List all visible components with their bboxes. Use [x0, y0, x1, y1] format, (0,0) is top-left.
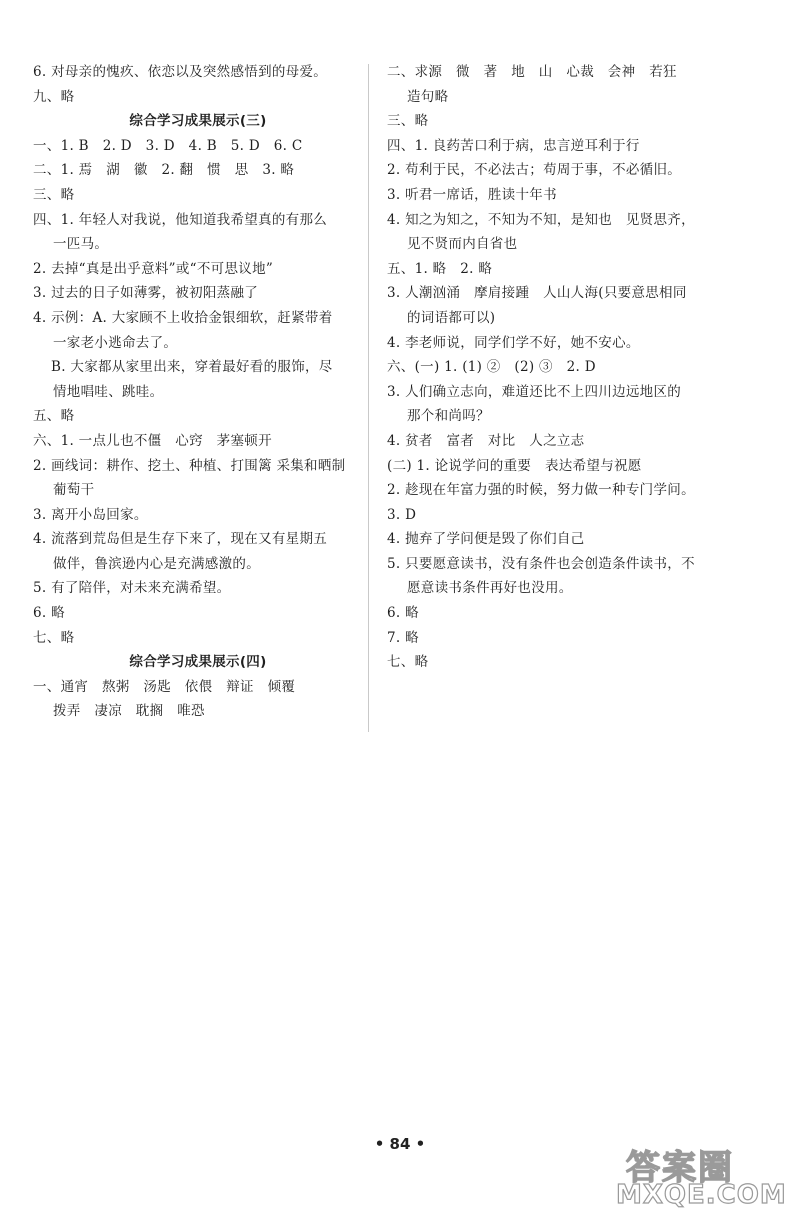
answer-line: 2. 画线词：耕作、挖土、种植、打围篱 采集和晒制	[33, 457, 346, 474]
answer-line: 4. 李老师说，同学们学不好，她不安心。	[387, 334, 640, 351]
answer-line: 4. 抛弃了学问便是毁了你们自己	[387, 531, 585, 548]
answer-line: 葡萄干	[53, 482, 95, 499]
answer-line: 4. 示例：A. 大家顾不上收拾金银细软，赶紧带着	[33, 309, 333, 326]
answer-line: 4. 流落到荒岛但是生存下来了，现在又有星期五	[33, 531, 328, 548]
answer-line: 七、略	[387, 654, 429, 671]
answer-line: 一、通宵 熬粥 汤匙 依偎 辩证 倾覆	[33, 678, 296, 695]
answer-line: 6. 对母亲的愧疚、依恋以及突然感悟到的母爱。	[33, 64, 328, 80]
answer-line: 愿意读书条件再好也没用。	[407, 580, 573, 597]
answer-line: 二、1. 焉 湖 徽 2. 翻 惯 思 3. 略	[33, 162, 295, 179]
answer-line: (二) 1. 论说学问的重要 表达希望与祝愿	[387, 457, 642, 474]
left-column	[33, 60, 363, 724]
answer-line: 拨弄 凄凉 耽搁 唯恐	[53, 703, 205, 720]
answer-line: 3. 人们确立志向，难道还比不上四川边远地区的	[387, 383, 682, 400]
answer-line: 5. 只要愿意读书，没有条件也会创造条件读书，不	[387, 555, 695, 572]
answer-line: 六、(一) 1. (1) ② (2) ③ 2. D	[387, 359, 596, 376]
answer-line: 见不贤而内自省也	[407, 236, 518, 253]
answer-line: 3. D	[387, 506, 417, 523]
answer-line: 6. 略	[387, 605, 419, 622]
answer-line: 3. 过去的日子如薄雾，被初阳蒸融了	[33, 285, 259, 302]
watermark-bottom-text: MXQE.COM	[616, 1180, 787, 1210]
answer-line: 五、1. 略 2. 略	[387, 260, 493, 277]
answer-line: 3. 人潮汹涌 摩肩接踵 人山人海(只要意思相同	[387, 285, 687, 302]
page-number: • 84 •	[374, 1135, 426, 1153]
answer-line: 3. 离开小岛回家。	[33, 506, 148, 523]
answer-line: 九、略	[33, 88, 75, 105]
column-divider	[368, 64, 369, 732]
answer-line: 4. 知之为知之，不知为不知，是知也 见贤思齐，	[387, 211, 695, 228]
answer-line: 6. 略	[33, 605, 65, 622]
answer-line: 情地唱哇、跳哇。	[53, 383, 164, 400]
watermark-top-text: 答案圈	[626, 1148, 734, 1188]
answer-line: 一家老小逃命去了。	[53, 334, 178, 351]
section-heading: 综合学习成果展示(三)	[129, 113, 267, 130]
answer-line: 二、求源 微 著 地 山 心裁 会神 若狂	[387, 64, 677, 80]
answer-line: 六、1. 一点儿也不僵 心窍 茅塞顿开	[33, 432, 272, 449]
answer-line: 一、1. B 2. D 3. D 4. B 5. D 6. C	[33, 137, 303, 154]
answer-line: 七、略	[33, 629, 75, 646]
answer-line: 造句略	[407, 88, 449, 105]
answer-line: 2. 苟利于民，不必法古；苟周于事，不必循旧。	[387, 162, 682, 179]
answer-line: 2. 趁现在年富力强的时候，努力做一种专门学问。	[387, 482, 695, 499]
answer-line: 做伴，鲁滨逊内心是充满感激的。	[53, 555, 260, 572]
answer-line: 4. 贫者 富者 对比 人之立志	[387, 432, 585, 449]
answer-line: 一匹马。	[53, 236, 109, 253]
watermark-logo	[612, 1140, 792, 1210]
answer-line: 三、略	[33, 186, 75, 203]
section-heading: 综合学习成果展示(四)	[129, 654, 267, 671]
answer-line: 的词语都可以)	[407, 309, 496, 326]
answer-line: 3. 听君一席话，胜读十年书	[387, 186, 557, 203]
answer-line: 四、1. 年轻人对我说，他知道我希望真的有那么	[33, 211, 328, 228]
answer-line: 2. 去掉“真是出乎意料”或“不可思议地”	[33, 260, 274, 277]
answer-line: 那个和尚吗？	[407, 408, 490, 425]
answer-line: 7. 略	[387, 629, 419, 646]
answer-line: 四、1. 良药苦口利于病，忠言逆耳利于行	[387, 137, 640, 154]
answer-line: 5. 有了陪伴，对未来充满希望。	[33, 580, 231, 597]
answer-line: 三、略	[387, 113, 429, 130]
right-column	[387, 60, 717, 675]
answer-line: 五、略	[33, 408, 75, 425]
answer-line: B. 大家都从家里出来，穿着最好看的服饰，尽	[51, 359, 333, 376]
